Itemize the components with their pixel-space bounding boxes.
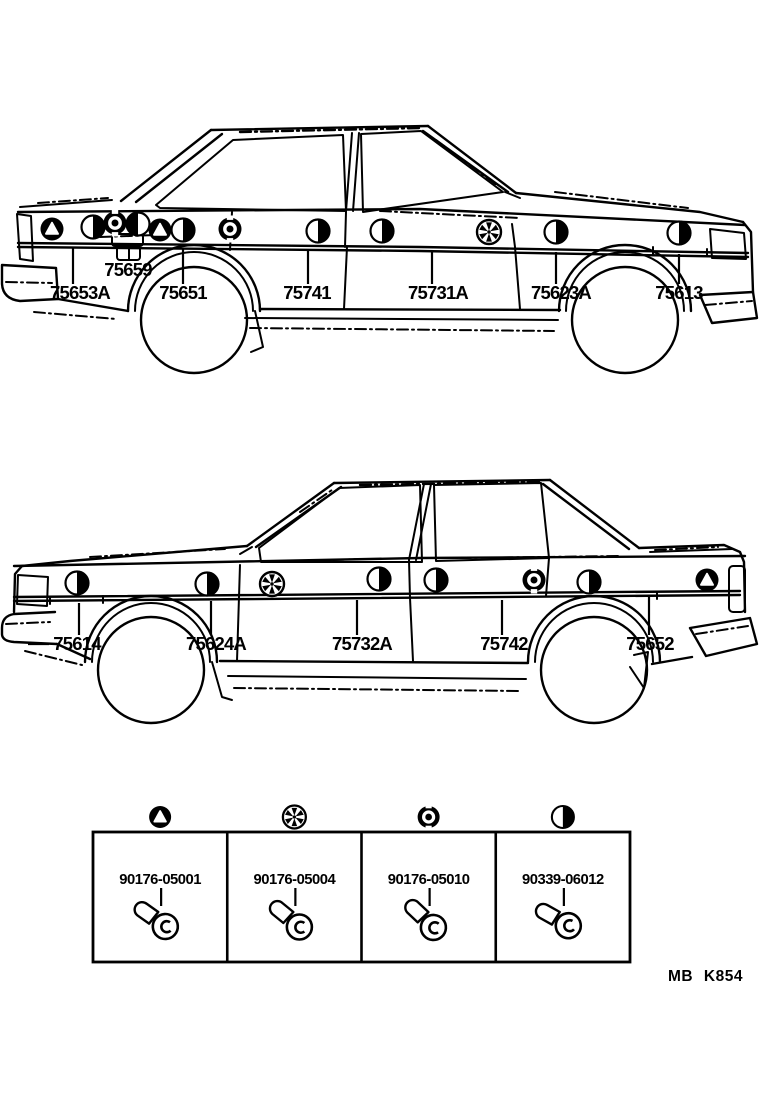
bottom-car-view [2,480,757,723]
legend-cell [254,806,337,940]
fastener-clip-drawing [403,900,448,941]
legend-part-number: 90176-05004 [253,872,336,888]
clip-triangle-symbol [696,569,719,592]
page-code: MB K854 [668,968,743,985]
clip-half-symbol [425,569,448,592]
top-b-pillar [346,133,359,211]
bottom-rear-bumper [690,618,757,656]
top-headlamp [710,229,746,259]
clip-half-symbol [172,219,195,242]
part-number-label: 75653A [49,282,111,303]
top-symbols-layer [41,210,691,245]
bottom-front-mud-flap [212,662,232,700]
top-rear-door-window [156,135,346,211]
part-number-label: 75732A [331,633,393,654]
part-number-label: 75741 [283,282,331,303]
fastener-clip-drawing [535,898,583,943]
part-number-label: 75613 [655,282,703,303]
legend-part-number: 90339-06012 [522,872,604,888]
top-front-bumper [700,292,757,323]
part-number-label: 75624A [185,633,247,654]
legend-cell [388,804,470,941]
clip-half-symbol [196,573,219,596]
part-number-label: 75623A [530,282,592,303]
bottom-tail-lamp [729,566,745,612]
clip-triangle-symbol [149,806,171,828]
part-number-label: 75614 [53,633,101,654]
clip-half-symbol [552,806,574,828]
clip-half-symbol [578,571,601,594]
bottom-front-door-window [259,485,422,562]
legend-part-number: 90176-05010 [387,872,470,888]
clip-half-symbol [371,220,394,243]
clip-half-symbol [668,222,691,245]
clip-ring-symbol [523,567,546,594]
legend-cell [119,806,201,941]
clip-triangle-symbol [41,218,64,241]
clip-half-symbol [82,216,105,239]
top-tail-lamp [17,214,33,261]
legend-part-number: 90176-05001 [119,872,201,888]
clip-half-symbol [307,220,330,243]
clip-triangle-symbol [149,219,172,242]
fastener-clip-drawing [134,900,179,941]
top-car-view [2,126,757,373]
clip-half-symbol [545,221,568,244]
clip-half-symbol [127,213,150,236]
part-number-label: 75652 [626,633,674,654]
clip-ring-symbol [104,210,127,237]
clip-half-symbol [66,572,89,595]
clip-asterisk-symbol [283,806,306,829]
fastener-clip-drawing [270,901,312,939]
part-number-label: 75651 [159,282,207,303]
clip-ring-symbol [418,804,440,830]
fastener-legend-table [93,804,630,962]
clip-asterisk-symbol [477,220,501,244]
part-number-label: 75731A [407,282,469,303]
part-number-label: 75742 [480,633,528,654]
legend-cell [522,806,604,943]
bottom-front-bumper [2,612,57,644]
clip-asterisk-symbol [260,572,284,596]
part-number-label: 75659 [104,259,152,280]
bottom-car-wheels [85,596,660,723]
bottom-rear-door-window [434,483,549,561]
top-front-door-window [361,131,503,212]
clip-half-symbol [368,568,391,591]
clip-ring-symbol [219,216,242,243]
